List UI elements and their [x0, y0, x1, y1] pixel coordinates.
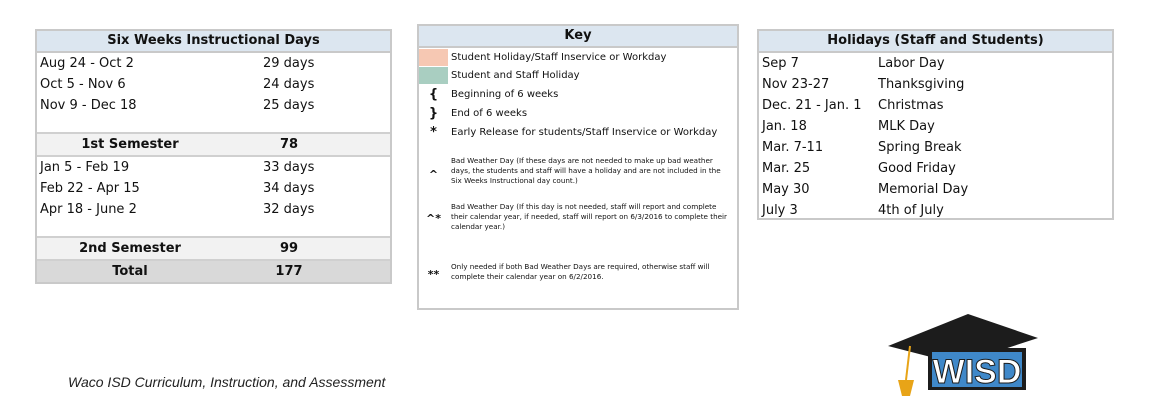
table-row [37, 74, 390, 95]
key-text: Student Holiday/Staff Inservice or Workday [451, 52, 667, 63]
holiday-name: Memorial Day [878, 182, 969, 197]
period-range: Oct 5 - Nov 6 [40, 77, 126, 92]
semester-value: 99 [279, 241, 299, 256]
key-item [419, 67, 737, 85]
caret-symbol: ^ [428, 168, 439, 181]
holiday-date: May 30 [762, 182, 810, 197]
table-row [37, 157, 390, 178]
holiday-date: Mar. 25 [762, 161, 811, 176]
key-item [419, 202, 737, 244]
holiday-row [759, 179, 1112, 200]
six-weeks-title: Six Weeks Instructional Days [37, 31, 390, 53]
total-row [37, 261, 390, 282]
table-row [37, 95, 390, 116]
holidays-table [757, 29, 1114, 220]
holiday-name: Good Friday [878, 161, 956, 176]
semester-1-row [37, 132, 390, 157]
period-days: 33 days [263, 160, 315, 175]
key-item [419, 104, 737, 123]
table-row [37, 178, 390, 199]
key-item [419, 262, 737, 292]
period-days: 24 days [263, 77, 315, 92]
key-item [419, 49, 737, 67]
holiday-row [759, 74, 1112, 95]
semester-value: 78 [279, 137, 299, 152]
key-legend [417, 24, 739, 310]
holiday-name: Labor Day [878, 56, 945, 71]
footer-text: Waco ISD Curriculum, Instruction, and Assessment [68, 374, 386, 390]
logo-text: WISD [932, 353, 1022, 391]
holiday-row [759, 200, 1112, 221]
holiday-row [759, 137, 1112, 158]
holiday-date: Mar. 7-11 [762, 140, 824, 155]
student-holiday-swatch [419, 49, 448, 66]
holiday-date: Dec. 21 - Jan. 1 [762, 98, 862, 113]
holidays-title: Holidays (Staff and Students) [759, 31, 1112, 53]
period-days: 32 days [263, 202, 315, 217]
holiday-row [759, 53, 1112, 74]
period-range: Nov 9 - Dec 18 [40, 98, 137, 113]
key-item [419, 123, 737, 143]
close-brace-symbol: } [428, 106, 439, 121]
holiday-name: Thanksgiving [878, 77, 965, 92]
six-weeks-table [35, 29, 392, 284]
holiday-name: Spring Break [878, 140, 962, 155]
total-label: Total [112, 264, 148, 279]
key-text: Student and Staff Holiday [451, 70, 580, 81]
period-range: Feb 22 - Apr 15 [40, 181, 140, 196]
period-days: 25 days [263, 98, 315, 113]
tassel-icon [898, 380, 914, 396]
semester-label: 2nd Semester [79, 241, 181, 256]
key-text: Bad Weather Day (If these days are not needed to make up bad weather days, the students and staff will have a holiday and are not included in the Six Weeks Instructional day count.) [451, 156, 721, 185]
holiday-date: Jan. 18 [762, 119, 807, 134]
holiday-row [759, 116, 1112, 137]
asterisk-symbol: * [430, 125, 437, 140]
key-text: Early Release for students/Staff Inservice or Workday [451, 127, 718, 138]
holiday-date: Sep 7 [762, 56, 799, 71]
table-row [37, 53, 390, 74]
key-text: Only needed if both Bad Weather Days are required, otherwise staff will complete their calendar year on 6/2/2016. [451, 262, 710, 281]
key-text: Bad Weather Day (If this day is not needed, staff will report and complete their calendar year, if needed, staff will report on 6/3/2016 to complete their calendar year.) [451, 202, 728, 231]
holiday-date: July 3 [762, 203, 798, 218]
total-value: 177 [275, 264, 303, 279]
key-item [419, 85, 737, 104]
period-range: Aug 24 - Oct 2 [40, 56, 134, 71]
semester-2-row [37, 236, 390, 261]
staff-holiday-swatch [419, 67, 448, 84]
period-range: Jan 5 - Feb 19 [40, 160, 130, 175]
period-days: 29 days [263, 56, 315, 71]
key-text: End of 6 weeks [451, 108, 528, 119]
wisd-logo [888, 308, 1038, 398]
double-asterisk-symbol: ** [427, 268, 440, 281]
key-title: Key [419, 26, 737, 48]
holiday-date: Nov 23-27 [762, 77, 830, 92]
key-text: Beginning of 6 weeks [451, 89, 559, 100]
period-days: 34 days [263, 181, 315, 196]
caret-asterisk-symbol: ^* [426, 212, 441, 225]
period-range: Apr 18 - June 2 [40, 202, 137, 217]
holiday-row [759, 95, 1112, 116]
open-brace-symbol: { [428, 87, 439, 102]
holiday-name: MLK Day [878, 119, 935, 134]
table-row [37, 199, 390, 220]
holiday-row [759, 158, 1112, 179]
holiday-name: 4th of July [878, 203, 944, 218]
semester-label: 1st Semester [81, 137, 179, 152]
holiday-name: Christmas [878, 98, 944, 113]
key-item [419, 156, 737, 200]
